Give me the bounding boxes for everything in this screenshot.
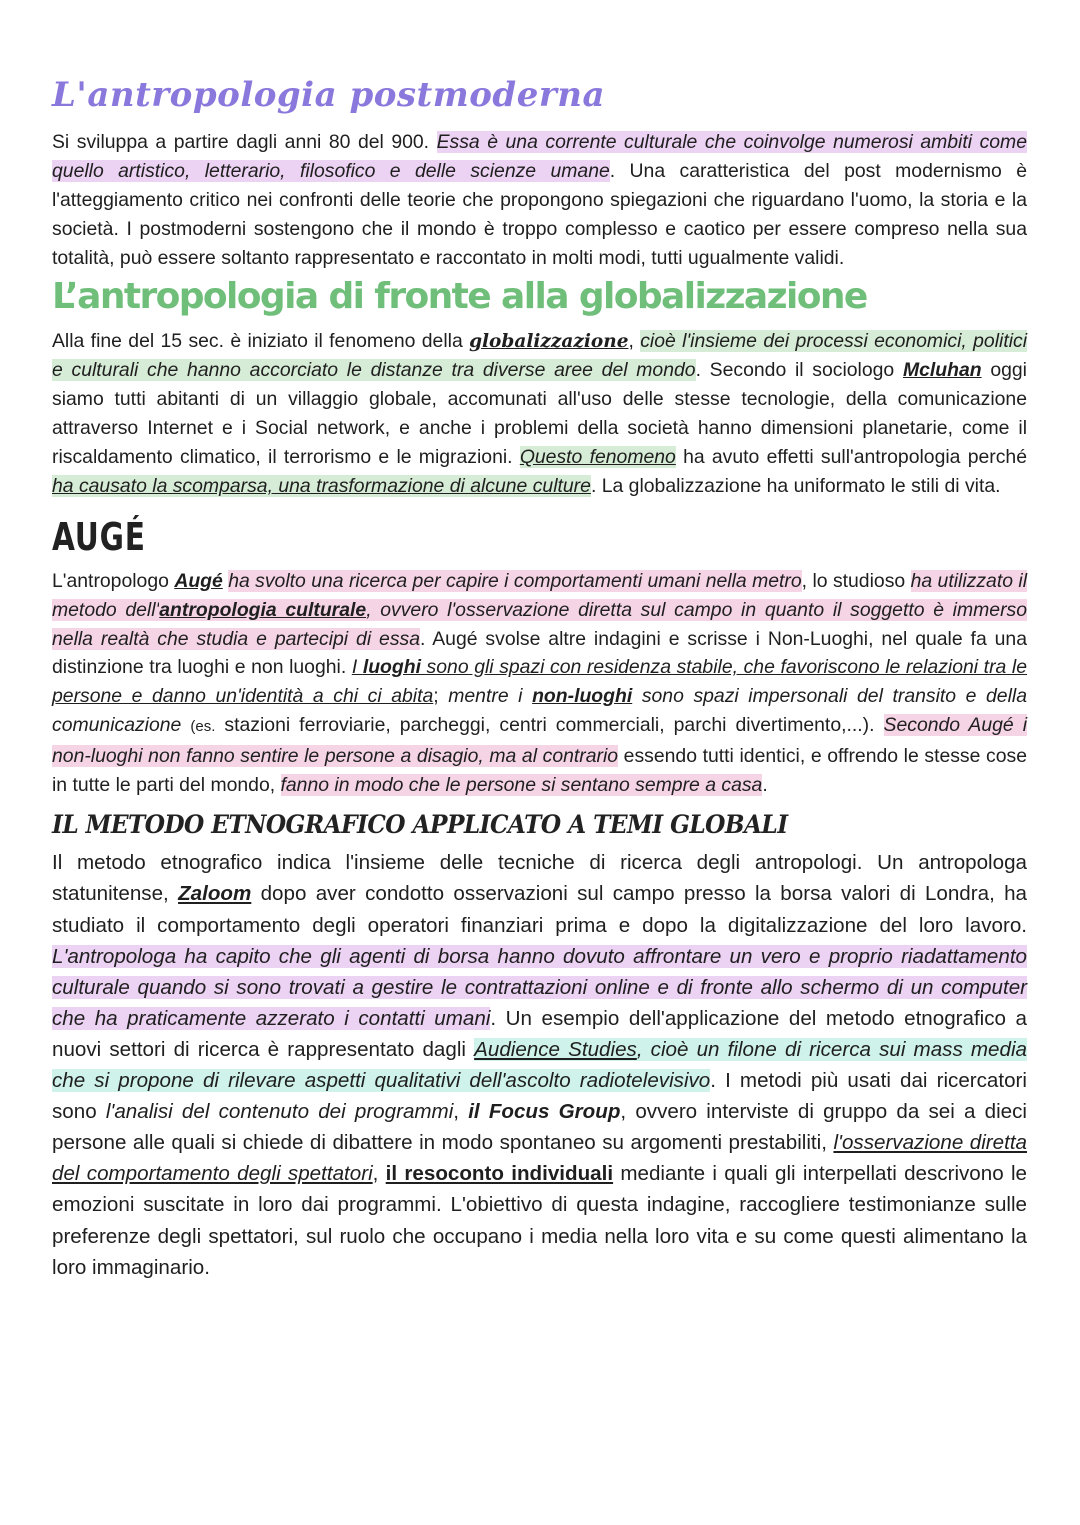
paragraph-globalizzazione (52, 327, 1027, 501)
highlight-span: cioè l'insieme dei processi economici, politici e culturali che hanno accorciato le distanze tra diverse aree del mondo (52, 330, 1028, 381)
text-span: l'osservazione diretta del comportamento degli spettatori (52, 1131, 1027, 1186)
keyword-focus-group: il Focus Group (468, 1100, 621, 1124)
text-span: mediante i quali gli interpellati descrivono le emozioni suscitate in loro dai programmi. L'obiettivo di questa indagine, raccogliere testimonianze sulle preferenze degli spettatori, sul ruolo che occupano i media nella loro vita e su come questi alimentano la loro immaginario. (52, 1162, 1027, 1279)
text-span: , ovvero interviste di gruppo da sei a dieci persone alle quali si chiede di dibattere in modo spontaneo su argomenti prestabiliti, (52, 1100, 1027, 1155)
section-heading-auge: AUGÉ (52, 515, 146, 559)
text-span: . I metodi più usati dai ricercatori sono (52, 1069, 1027, 1124)
text-span: stazioni ferroviarie, parcheggi, centri commerciali, parchi divertimento,...). (215, 713, 884, 736)
text-span: L'antropologo (52, 570, 175, 592)
text-span: l'analisi del contenuto dei programmi (105, 1100, 454, 1124)
highlight-span: , ovvero l'osservazione diretta sul campo in quanto il soggetto è immerso nella realtà che studia e partecipi di essa (52, 598, 1028, 650)
text-span: sono spazi impersonali del transito e della comunicazione (52, 685, 1027, 736)
keyword-non-luoghi: non-luoghi (532, 685, 633, 708)
text-span: . Un esempio dell'applicazione del metodo etnografico a nuovi settori di ricerca è rappresentato dagli (52, 1006, 1027, 1061)
paragraph-postmoderna (52, 128, 1027, 273)
text-span: . (762, 773, 768, 796)
highlight-span: fanno in modo che le persone si sentano sempre a casa (280, 773, 763, 796)
keyword-luoghi: luoghi (362, 656, 421, 679)
section-heading-globalizzazione: L’antropologia di fronte alla globalizzazione (52, 276, 867, 317)
keyword-audience-studies: Audience Studies (474, 1037, 637, 1061)
highlight-span: ha utilizzato il metodo dell' (52, 570, 1027, 621)
text-span: Il metodo etnografico indica l'insieme delle tecniche di ricerca degli antropologi. Un antropologa statunitense, (52, 851, 1027, 906)
keyword-mcluhan: Mcluhan (902, 359, 982, 381)
keyword-auge: Augé (174, 570, 223, 592)
text-span: , (372, 1162, 386, 1186)
text-span: . Una caratteristica del post modernismo è l'atteggiamento critico nei confronti delle teorie che propongono spiegazioni che riguardano l'uomo, la storia e la società. I postmoderni sostengono che il mondo è troppo complesso e caotico per essere compreso nella sua totalità, può essere soltanto rappresentato e raccontato in molti modi, tutti ugualmente validi. (52, 160, 1027, 269)
highlight-span: , cioè un filone di ricerca sui mass media che si propone di rilevare aspetti qualitativi dell'ascolto radiotelevisivo (52, 1037, 1027, 1093)
highlight-span: L'antropologa ha capito che gli agenti di borsa hanno dovuto affrontare un vero e proprio riadattamento culturale quando si sono trovati a gestire le contrattazioni online e di fronte allo schermo di un computer che ha praticamente azzerato i contatti umani (52, 944, 1027, 1030)
text-span: , (453, 1100, 469, 1124)
text-span: oggi siamo tutti abitanti di un villaggio globale, accomunati all'uso delle stesse tecnologie, della comunicazione attraverso Internet e i Social network, e anche i problemi della società hanno dimensioni planetarie, come il riscaldamento climatico, il terrorismo e le migrazioni. (52, 359, 1027, 468)
highlight-span: Essa è una corrente culturale che coinvolge numerosi ambiti come quello artistico, letterario, filosofico e delle scienze umane (52, 131, 1027, 182)
section-heading-postmoderna: L'antropologia postmoderna (52, 75, 605, 115)
paragraph-metodo-etnografico (52, 847, 1027, 1282)
text-span: . La globalizzazione ha uniformato le stili di vita. (590, 475, 1001, 497)
highlight-span: ha causato la scomparsa, una trasformazione di alcune culture (52, 475, 591, 497)
keyword-resoconto: il resoconto individuali (385, 1162, 614, 1186)
text-span: . Augé svolse altre indagini e scrisse i Non-Luoghi, nel quale fa una distinzione tra luoghi e non luoghi. (52, 627, 1027, 679)
text-span: , lo studioso (801, 570, 911, 592)
keyword-antropologia-culturale: antropologia culturale (159, 598, 367, 621)
text-span: I (351, 656, 363, 679)
text-span: ha avuto effetti sull'antropologia perché (675, 446, 1027, 468)
text-span: (es. (190, 717, 216, 735)
text-span: dopo aver condotto osservazioni sul campo presso la borsa valori di Londra, ha studiato il comportamento degli operatori finanziari prima e dopo la digitalizzazione del loro lavoro. (52, 882, 1027, 937)
text-span: ; (433, 685, 449, 708)
keyword-zaloom: Zaloom (178, 882, 252, 906)
text-span: Alla fine del 15 sec. è iniziato il fenomeno della (52, 330, 470, 352)
text-span: . Secondo il sociologo (695, 359, 903, 381)
keyword-globalizzazione: globalizzazione (469, 331, 629, 352)
text-span: mentre i (448, 685, 533, 708)
section-heading-metodo-etnografico: IL METODO ETNOGRAFICO APPLICATO A TEMI GLOBALI (52, 810, 788, 840)
highlight-span: ha svolto una ricerca per capire i comportamenti umani nella metro (228, 570, 802, 592)
highlight-span: Secondo Augé i non-luoghi non fanno sentire le persone a disagio, ma al contrario (52, 713, 1027, 767)
highlight-span: Questo fenomeno (519, 446, 676, 468)
text-span: , (628, 330, 641, 352)
text-span: essendo tutti identici, e offrendo le stesse cose in tutte le parti del mondo, (52, 744, 1027, 796)
text-span: Si sviluppa a partire dagli anni 80 del 900. (52, 131, 437, 153)
text-span: sono gli spazi con residenza stabile, che favoriscono le relazioni tra le persone e danno un'identità a chi ci abita (52, 656, 1027, 708)
paragraph-auge (52, 567, 1027, 799)
